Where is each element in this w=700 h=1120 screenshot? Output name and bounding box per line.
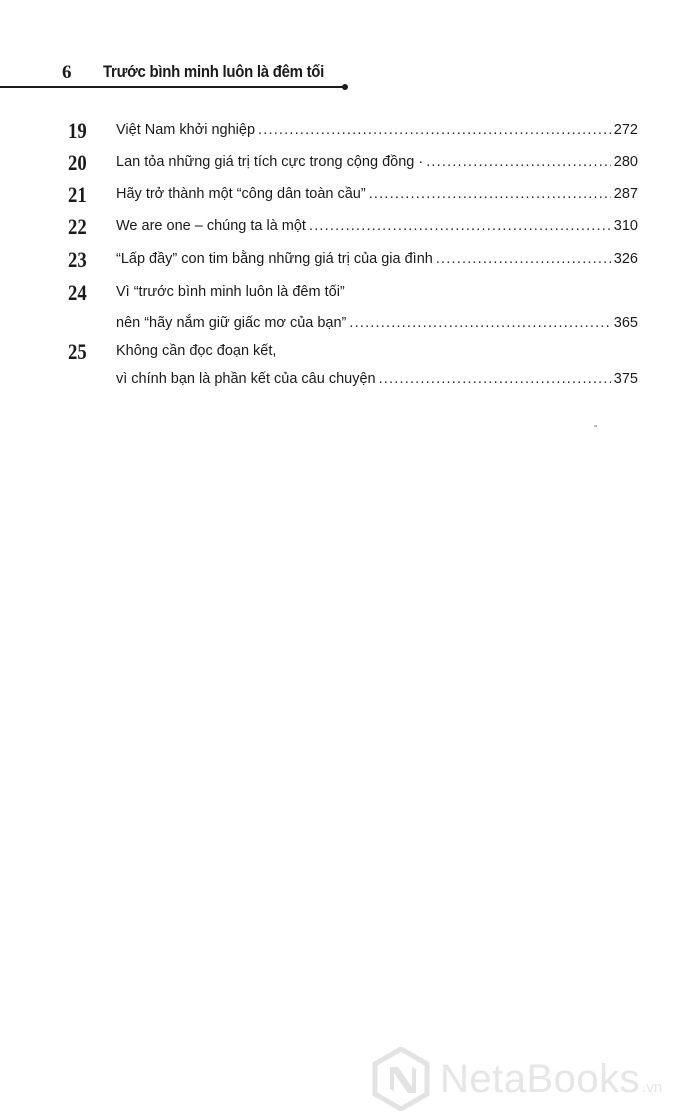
- netabooks-logo-icon: [372, 1047, 430, 1111]
- print-speck: [594, 425, 597, 427]
- chapter-page: 326: [613, 251, 638, 267]
- chapter-title: Vì “trước bình minh luôn là đêm tối”: [116, 284, 345, 300]
- watermark-suffix: .vn: [642, 1078, 663, 1096]
- running-header: [0, 58, 350, 88]
- chapter-number: 20: [68, 150, 87, 175]
- header-rule-dot: [342, 84, 348, 90]
- toc-line: [116, 315, 638, 337]
- toc-line: [116, 122, 638, 144]
- chapter-number: 25: [68, 339, 87, 364]
- dot-leader: [258, 122, 611, 138]
- chapter-page: 272: [613, 122, 638, 138]
- toc-line: [116, 371, 638, 393]
- chapter-title: Hãy trở thành một “công dân toàn cầu”: [116, 186, 366, 202]
- toc-line: [116, 218, 638, 240]
- chapter-page: 287: [613, 186, 638, 202]
- chapter-number: 24: [68, 280, 87, 305]
- chapter-title: Lan tỏa những giá trị tích cực trong cộng đồng ·: [116, 154, 424, 170]
- dot-leader: [309, 218, 611, 234]
- chapter-number: 21: [68, 182, 87, 207]
- chapter-page: 310: [613, 218, 638, 234]
- header-rule: [0, 86, 344, 88]
- dot-leader: [379, 371, 611, 387]
- chapter-title-continued: vì chính bạn là phần kết của câu chuyện: [116, 371, 376, 387]
- chapter-number: 22: [68, 214, 87, 239]
- chapter-title: Không cần đọc đoạn kết,: [116, 343, 277, 359]
- dot-leader: [369, 186, 611, 202]
- watermark: [372, 1046, 662, 1112]
- dot-leader: [349, 315, 610, 331]
- dot-leader: [426, 154, 611, 170]
- chapter-page: 280: [613, 154, 638, 170]
- toc-line: [116, 251, 638, 273]
- chapter-page: 365: [613, 315, 638, 331]
- chapter-number: 19: [68, 118, 87, 143]
- watermark-text: NetaBooks: [440, 1056, 641, 1101]
- chapter-title: We are one – chúng ta là một: [116, 218, 306, 234]
- chapter-title-continued: nên “hãy nắm giữ giấc mơ của bạn”: [116, 315, 347, 331]
- toc-line: [116, 186, 638, 208]
- toc-line: [116, 343, 638, 365]
- chapter-number: 23: [68, 247, 87, 272]
- page-number: 6: [62, 62, 72, 83]
- dot-leader: [436, 251, 611, 267]
- toc-line: [116, 154, 638, 176]
- chapter-page: 375: [613, 371, 638, 387]
- toc-line: [116, 284, 638, 306]
- book-title: Trước bình minh luôn là đêm tối: [103, 62, 325, 81]
- chapter-title: “Lấp đầy” con tim bằng những giá trị của gia đình: [116, 251, 433, 267]
- chapter-title: Việt Nam khởi nghiệp: [116, 122, 256, 138]
